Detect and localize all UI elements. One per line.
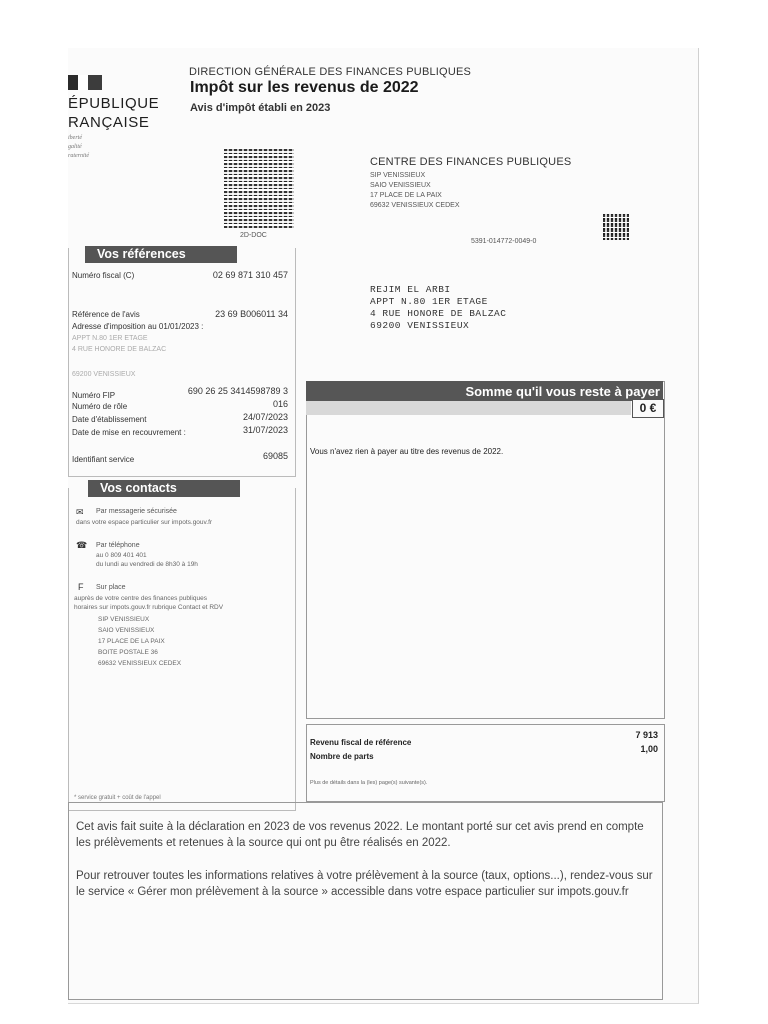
- adresse-line: 4 RUE HONORE DE BALZAC: [72, 346, 167, 353]
- ref-avis-value: 23 69 B006011 34: [215, 309, 288, 319]
- payment-amount: 0 €: [632, 399, 664, 418]
- datamatrix-code-icon: [603, 214, 629, 240]
- revenu-note: Plus de détails dans la (les) page(s) suivante(s).: [310, 780, 428, 786]
- marianne-logo: [68, 75, 102, 90]
- references-box: [68, 248, 296, 477]
- 2d-doc-code-icon: [224, 148, 294, 228]
- identifiant-service-value: 69085: [262, 451, 288, 461]
- envelope-icon: ✉: [76, 507, 84, 517]
- numero-fiscal-value: 02 69 871 310 457: [212, 270, 288, 280]
- payment-box: [306, 381, 665, 719]
- fip-label: Numéro FIP: [72, 391, 116, 400]
- adresse-line: 69200 VENISSIEUX: [72, 371, 136, 378]
- telephone-title: Par téléphone: [96, 542, 140, 549]
- messagerie-title: Par messagerie sécurisée: [96, 508, 177, 515]
- sur-place-address: SAIO VENISSIEUX: [98, 627, 155, 634]
- contacts-heading: Vos contacts: [88, 480, 240, 497]
- ref-avis-label: Référence de l'avis: [72, 310, 140, 319]
- sur-place-address: 17 PLACE DE LA PAIX: [98, 638, 165, 645]
- parts-label: Nombre de parts: [310, 752, 374, 761]
- sur-place-address: BOITE POSTALE 36: [98, 649, 158, 656]
- building-icon: F: [78, 582, 84, 592]
- recouvrement-label: Date de mise en recouvrement :: [72, 428, 186, 437]
- 2d-doc-caption: 2D-DOC: [240, 232, 267, 239]
- rfr-label: Revenu fiscal de référence: [310, 738, 412, 747]
- direction-heading: DIRECTION GÉNÉRALE DES FINANCES PUBLIQUES: [189, 66, 472, 78]
- adresse-imposition-label: Adresse d'imposition au 01/01/2023 :: [72, 322, 204, 331]
- role-label: Numéro de rôle: [72, 402, 128, 411]
- info-paragraph: Cet avis fait suite à la déclaration en 2023 de vos revenus 2022. Le montant porté sur cet avis prend en compte les prélèvements et retenues à la source qui ont pu être réalisés en 2022.: [76, 821, 644, 849]
- sur-place-address: SIP VENISSIEUX: [98, 616, 150, 623]
- recipient-address-line: 4 RUE HONORE DE BALZAC: [370, 308, 507, 319]
- document-number: 5391-014772-0049-0: [471, 238, 537, 245]
- role-value: 016: [272, 399, 288, 409]
- sur-place-address: 69632 VENISSIEUX CEDEX: [98, 660, 182, 667]
- info-paragraph: Pour retrouver toutes les informations relatives à votre prélèvement à la source (taux, options...), rendez-vous sur le service « Gérer mon prélèvement à la source » accessible dans votre espace particulier sur impots.gouv.fr: [76, 870, 653, 898]
- page-title: Impôt sur les revenus de 2022: [190, 79, 419, 96]
- etablissement-label: Date d'établissement: [72, 415, 147, 424]
- recipient-name: REJIM EL ARBI: [370, 284, 451, 295]
- recouvrement-value: 31/07/2023: [242, 425, 288, 435]
- rfr-value: 7 913: [635, 730, 658, 740]
- telephone-hours: du lundi au vendredi de 8h30 à 19h: [96, 561, 198, 568]
- page-subtitle: Avis d'impôt établi en 2023: [190, 102, 331, 114]
- references-heading: Vos références: [85, 246, 237, 263]
- sur-place-text: auprès de votre centre des finances publiques: [74, 595, 207, 602]
- messagerie-text: dans votre espace particulier sur impots.gouv.fr: [76, 519, 213, 526]
- numero-fiscal-label: Numéro fiscal (C): [72, 271, 135, 280]
- centre-line: 69632 VENISSIEUX CEDEX: [370, 202, 460, 209]
- motto-text: iberté galité raternité: [68, 135, 89, 159]
- republique-francaise-text: ÉPUBLIQUE RANÇAISE: [68, 95, 160, 131]
- centre-title: CENTRE DES FINANCES PUBLIQUES: [370, 156, 572, 168]
- footnote: * service gratuit + coût de l'appel: [74, 795, 161, 801]
- payment-message: Vous n'avez rien à payer au titre des revenus de 2022.: [310, 447, 504, 456]
- payment-heading: Somme qu'il vous reste à payer: [465, 384, 660, 399]
- etablissement-value: 24/07/2023: [242, 412, 288, 422]
- sur-place-text: horaires sur impots.gouv.fr rubrique Contact et RDV: [74, 604, 224, 611]
- parts-value: 1,00: [640, 744, 658, 754]
- recipient-address-line: 69200 VENISSIEUX: [370, 320, 470, 331]
- identifiant-service-label: Identifiant service: [72, 455, 135, 464]
- centre-line: SAIO VENISSIEUX: [370, 182, 431, 189]
- phone-icon: ☎: [76, 540, 88, 550]
- centre-line: SIP VENISSIEUX: [370, 172, 426, 179]
- payment-subheader-bar: [306, 401, 631, 415]
- centre-line: 17 PLACE DE LA PAIX: [370, 192, 442, 199]
- tax-notice-page: [68, 48, 699, 1004]
- telephone-number: au 0 809 401 401: [96, 552, 147, 559]
- adresse-line: APPT N.80 1ER ETAGE: [72, 335, 148, 342]
- recipient-address-line: APPT N.80 1ER ETAGE: [370, 296, 488, 307]
- sur-place-title: Sur place: [96, 584, 126, 591]
- fip-value: 690 26 25 3414598789 3: [187, 386, 288, 396]
